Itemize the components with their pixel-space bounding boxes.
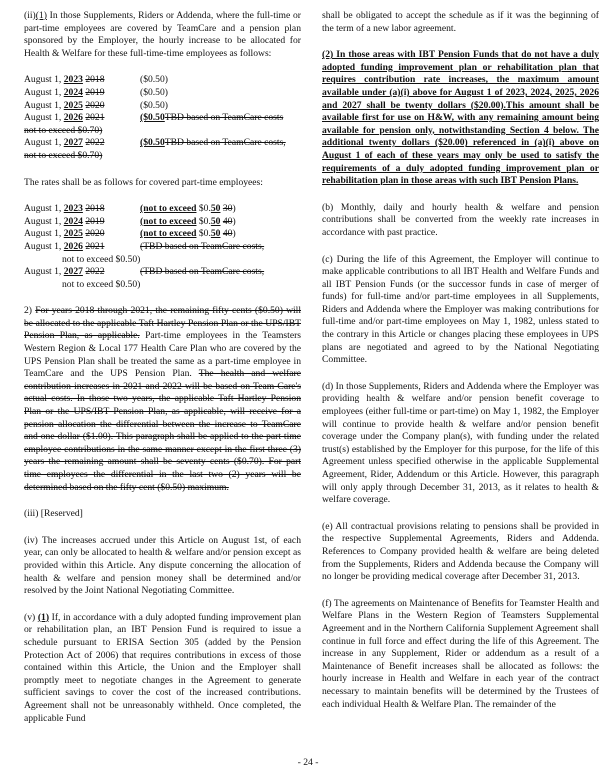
part-time-intro: The rates shall be as follows for covered part-time employees: [24,176,263,188]
page-number: - 24 - [297,757,319,768]
para-ii-num: (ii) [24,10,36,21]
rate-amount-deleted: (TBD based on TeamCare costs, [140,266,265,278]
rate-date-prefix: August 1, [24,215,64,227]
rate-value [140,216,301,229]
right-column [322,10,599,725]
rate-date-prefix: August 1, [24,240,64,252]
rate-year-old: 2019 [85,215,105,227]
rate-year-new: 2024 [63,215,83,227]
rate-value [140,266,301,279]
rate-amount-new: 50 [210,203,221,215]
rate-amount-deleted: TBD based on TeamCare costs [164,112,284,124]
rate-year-old: 2022 [85,266,105,278]
rate-amount-old: 40 [222,228,233,240]
rate-date-prefix: August 1, [24,266,64,278]
para-2-text: Part-time employees in the Teamsters Western Region & Local 177 Health Care Plan who are covered by the UPS Pension Plan shall be treated the same as a part-time employee in TeamCare and the UPS Pension Plan. [24,330,302,380]
rate-value [140,241,301,254]
rate-date [24,228,140,241]
left-column [24,10,301,739]
rate-continuation-text: not to exceed $0.70) [24,149,103,161]
full-time-rate-row [24,137,301,150]
rate-value [140,87,301,100]
rate-amount-deleted: TBD based on TeamCare costs, [164,137,286,149]
rate-year-new: 2024 [63,86,83,98]
rate-date-prefix: August 1, [24,86,64,98]
rate-continuation-deleted [24,150,301,163]
para-iii: (iii) [Reserved] [24,508,83,520]
rate-date-prefix: August 1, [24,99,64,111]
rate-amount: ($0.50 [140,112,165,124]
rate-year-new: 2026 [63,240,83,252]
para-ii-text: In those Supplements, Riders or Addenda, where the full-time or part-time employees are covered by TeamCare and a pension plan sponsored by the Employer, the hourly increase to be allocated for Health & Welfare for these full-time-time employees as follows: [24,10,301,59]
rate-continuation-text: not to exceed $0.70) [24,124,103,136]
para-b: (b) Monthly, daily and hourly health & welfare and pension contributions shall be converted from the weekly rate increases in accordance with past practice. [322,201,599,238]
rate-date-prefix: August 1, [24,137,64,149]
para-2-twenty-dollars: (2) In those areas with IBT Pension Funds that do not have a duly adopted funding improvement plan or rehabilitation plan that requires contribution rate increases, the maximum amount available under (a)(i) above for August 1 of 2023, 2024, 2025, 2026 and 2027 shall be twenty dollars ($20.00).This amount shall be available first for use on H&W, with any remaining amount being available for pension only, notwithstanding Section 4 below. The additional twenty dollars ($20.00) referenced in (a)(i) above on August 1 of each of these years may only be used to satisfy the requirements of a duly adopted funding improvement plan or rehabilitation plan in those areas with such IBT Pension Plans. [322,49,599,187]
rate-date [24,203,140,216]
rate-date [24,241,140,254]
rate-continuation-text: not to exceed $0.50) [62,278,141,290]
part-time-rate-row [24,216,301,229]
rate-amount: $0. [196,203,211,215]
part-time-rate-row [24,228,301,241]
rate-amount-new: 50 [210,215,221,227]
rate-value [140,74,301,87]
rate-year-old: 2020 [85,99,105,111]
rate-amount-new: 50 [210,228,221,240]
rate-date-prefix: August 1, [24,74,64,86]
para-v-text: If, in accordance with a duly adopted funding improvement plan or rehabilitation plan, an IBT Pension Fund is required to issue a schedule pursuant to ERISA Section 305 (added by the Pension Protection Act of 2006) that requires contributions in excess of those contained within this Article, the Union and the Employer shall promptly meet to negotiate changes in the Agreement to generate sufficient savings to cover the cost of the increased contributions. Agreement shall not be unreasonably withheld. Once completed, the applicable Fund [24,611,301,724]
part-time-rate-list [24,203,301,291]
rate-date [24,74,140,87]
rate-year-new: 2026 [63,112,83,124]
para-v-num: (v) [24,611,38,623]
rate-year-new: 2025 [63,99,83,111]
rate-close: ) [232,203,236,215]
rate-year-new: 2025 [63,228,83,240]
rate-year-old: 2021 [85,240,105,252]
part-time-rate-row [24,266,301,279]
rate-value [140,228,301,241]
rate-amount: ($0.50) [140,86,168,98]
part-time-rate-row [24,203,301,216]
para-ii-insertion: (1) [35,10,47,21]
rate-year-new: 2027 [63,137,83,149]
rate-amount-old: 40 [222,215,233,227]
rate-date [24,216,140,229]
para-v-insertion: (1) [37,611,50,623]
rate-year-old: 2018 [85,74,105,86]
para-2-num: 2) [24,305,36,317]
para-2 [24,305,301,494]
full-time-rate-list [24,74,301,162]
para-e: (e) All contractual provisions relating to pensions shall be provided in the respective Supplemental Agreements, Riders and Addenda. References to Company provided health & welfare are being deleted from the Supplements, Riders and Addenda because the Company will no longer be providing medical coverage after December 31, 2013. [322,520,599,583]
rate-year-new: 2023 [63,74,83,86]
rate-year-old: 2021 [85,112,105,124]
para-f: (f) The agreements on Maintenance of Benefits for Teamster Health and Welfare Plans in the Western Region of Teamsters Supplemental Agreement and in the Northern California Supplement Agreement shall continue in full force and effect during the life of this Agreement. The increase in any Supplement, Rider or addendum as a result of a Maintenance of Benefit increases shall be allocated as follows: the hourly increase in Health and Welfare in each year of the contract necessary to maintain benefits will be determined by the Trustees of each individual Health & Welfare Plan. The remainder of the [322,597,599,710]
rate-cap-insertion: (not to exceed [140,228,197,240]
para-d: (d) In those Supplements, Riders and Addenda where the Employer was providing health & welfare and/or pension benefit coverage to employees (either full-time or part-time) on May 1, 1982, the Employer will continue to provide health & welfare and/or pension benefit coverage under the Company plan(s), with funding under the related trust(s) established by the Employer for this purpose, for the life of this Agreement unless specified otherwise in the applicable Supplemental Agreement, Rider, Addendum or this Article. However, this paragraph will only apply through December 31, 2013, as it relates to health & welfare coverage. [322,380,599,506]
rate-amount: $0. [196,228,211,240]
rate-continuation-text: not to exceed $0.50) [62,253,141,265]
rate-date-prefix: August 1, [24,112,64,124]
rate-year-old: 2019 [85,86,105,98]
full-time-rate-row [24,100,301,113]
para-2-deleted-2: The health and welfare contribution increases in 2021 and 2022 will be based on Team Care's actual costs. In those two years, the applicable Taft Hartley Pension Plan or the UPS/IBT Pension Plan, as applicable, will receive for a pension allocation the differential between the increase to TeamCare and one dollar ($1.00). This paragraph shall be applied to the part time employee contributions in the same manner except in the first three (3) years the remaining amount shall be seventy cents ($0.70). For part time employees the differential in the last two (2) years will be determined based on the fifty cent ($0.50) maximum. [24,368,301,493]
rate-year-old: 2022 [85,137,105,149]
rate-year-old: 2018 [85,203,105,215]
full-time-rate-row [24,87,301,100]
continuation-text: shall be obligated to accept the schedule as if it was the beginning of the term of a new labor agreement. [322,10,599,34]
rate-amount-deleted: (TBD based on TeamCare costs, [140,240,265,252]
rate-amount: ($0.50) [140,99,168,111]
rate-value [140,112,301,125]
rate-date [24,87,140,100]
para-iv: (iv) The increases accrued under this Article on August 1st, of each year, can only be allocated to health & welfare and/or pension except as provided within this Article. Any dispute concerning the allocation of health & welfare and pension money shall be determined and/or resolved by the Joint National Negotiating Committee. [24,534,301,597]
rate-cap-insertion: (not to exceed [140,203,197,215]
rate-continuation [24,254,301,267]
rate-close: ) [232,228,236,240]
rate-date [24,137,140,150]
rate-date [24,266,140,279]
rate-date [24,112,140,125]
part-time-rate-row [24,241,301,254]
rate-amount: ($0.50) [140,74,168,86]
rate-amount: ($0.50 [140,137,165,149]
para-ii [24,10,301,60]
rate-value [140,100,301,113]
rate-amount-old: 30 [222,203,233,215]
para-v [24,612,301,725]
rate-date [24,100,140,113]
rate-value [140,203,301,216]
rate-cap-insertion: (not to exceed [140,215,197,227]
rate-value [140,137,301,150]
rate-date-prefix: August 1, [24,228,64,240]
rate-continuation [24,279,301,292]
full-time-rate-row [24,74,301,87]
rate-amount: $0. [196,215,211,227]
para-2-deleted-1: For years 2018 through 2021, the remaining fifty cents ($0.50) will be allocated to the applicable Taft Hartley Pension Plan or the UPS/IBT Pension Plan, as applicable. [24,305,302,342]
rate-year-old: 2020 [85,228,105,240]
rate-year-new: 2023 [63,203,83,215]
rate-close: ) [232,215,236,227]
para-c: (c) During the life of this Agreement, the Employer will continue to make applicable contributions to all IBT Health and Welfare Funds and all IBT Pension Funds (or the successor funds in case of merger of funds) for full-time and/or part-time employees in all Supplements, Riders and Addenda where the Employer was making contributions for full-time and/or part-time employees on May 1, 1982, unless stated to the contrary in this Article or changes placing these employees in UPS plans are negotiated and agreed to by the National Negotiating Committee. [322,253,599,366]
rate-continuation-deleted [24,125,301,138]
rate-year-new: 2027 [63,266,83,278]
rate-date-prefix: August 1, [24,203,64,215]
full-time-rate-row [24,112,301,125]
